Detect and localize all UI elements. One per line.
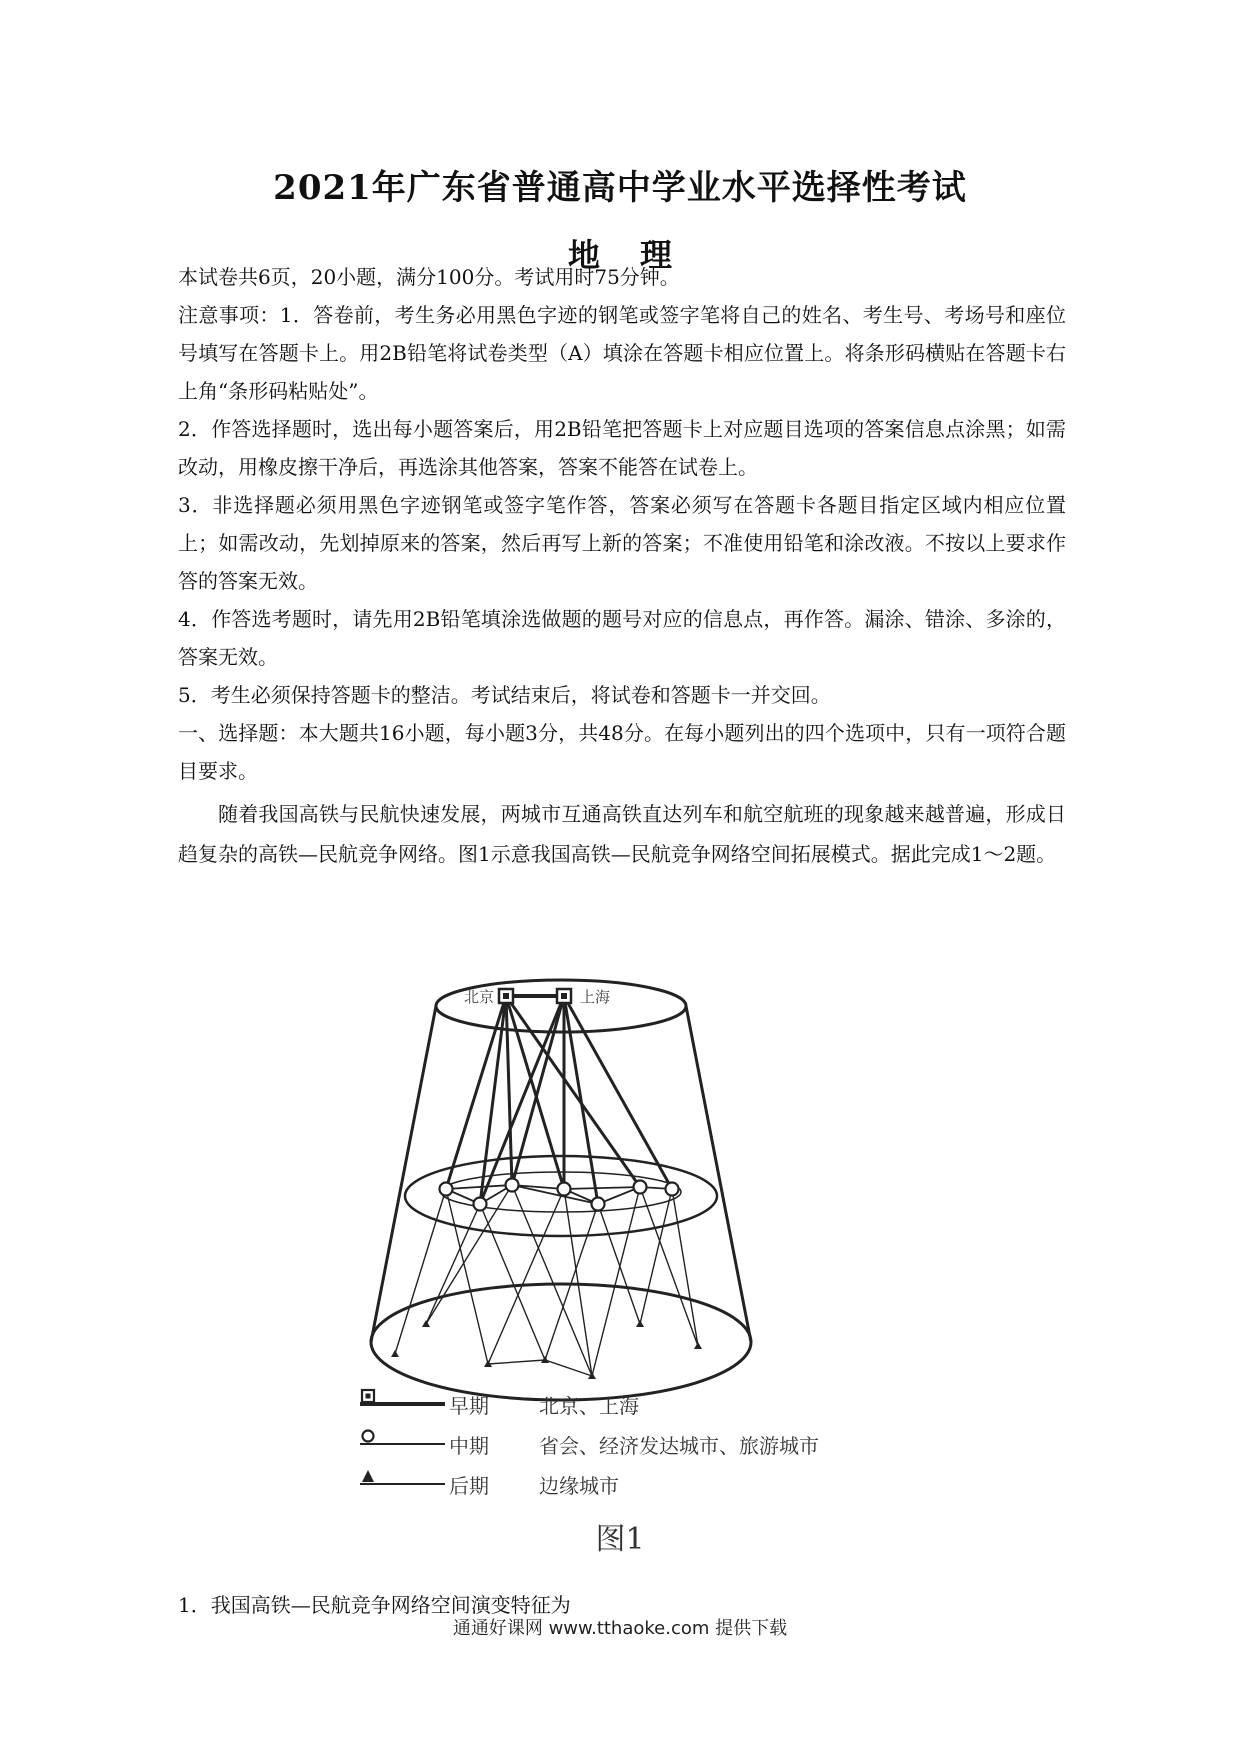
note-2: 2．作答选择题时，选出每小题答案后，用2B铅笔把答题卡上对应题目选项的答案信息点涂黑；如需改动，用橡皮擦干净后，再选涂其他答案，答案不能答在试卷上。 <box>178 417 1066 479</box>
legend-early: 早期 北京、上海 <box>360 1388 639 1420</box>
note-4: 4．作答选考题时，请先用2B铅笔填涂选做题的题号对应的信息点，再作答。漏涂、错涂、多涂的，答案无效。 <box>178 607 1066 669</box>
shanghai-label: 上海 <box>580 988 611 1006</box>
square-icon <box>507 1395 525 1413</box>
legend-late: 后期 边缘城市 <box>360 1468 619 1500</box>
subject-title: 地理 <box>567 236 712 274</box>
figure-1 <box>340 962 900 1566</box>
beijing-label: 北京 <box>464 988 495 1006</box>
section-heading: 一、选择题：本大题共16小题，每小题3分，共48分。在每小题列出的四个选项中，只有一项符合题目要求。 <box>178 721 1066 783</box>
passage-text: 随着我国高铁与民航快速发展，两城市互通高铁直达列车和航空航班的现象越来越普遍，形成日趋复杂的高铁—民航竞争网络。图1示意我国高铁—民航竞争网络空间拓展模式。据此完成1～2题。 <box>178 802 1066 866</box>
exam-intro: 本试卷共6页，20小题，满分100分。考试用时75分钟。 <box>178 265 680 289</box>
note-5: 5．考生必须保持答题卡的整洁。考试结束后，将试卷和答题卡一并交回。 <box>178 683 831 707</box>
figure-caption: 图1 <box>595 1522 645 1557</box>
question-1: 1．我国高铁—民航竞争网络空间演变特征为 <box>178 1593 571 1617</box>
circle-icon <box>507 1435 525 1453</box>
note-3: 3．非选择题必须用黑色字迹钢笔或签字笔作答，答案必须写在答题卡各题目指定区域内相应位置上；如需改动，先划掉原来的答案，然后再写上新的答案；不准使用铅笔和涂改液。不按以上要求作答的答案无效。 <box>178 493 1066 593</box>
exam-title: 2021年广东省普通高中学业水平选择性考试 <box>273 168 967 208</box>
note-1: 注意事项：1．答卷前，考生务必用黑色字迹的钢笔或签字笔将自己的姓名、考生号、考场号和座位号填写在答题卡上。用2B铅笔将试卷类型（A）填涂在答题卡相应位置上。将条形码横贴在答题卡右上角“条形码粘贴处”。 <box>178 303 1066 403</box>
page-footer: 通通好课网 www.tthaoke.com 提供下载 <box>452 1618 788 1639</box>
legend-middle: 中期 省会、经济发达城市、旅游城市 <box>360 1428 819 1460</box>
triangle-icon <box>507 1475 525 1493</box>
